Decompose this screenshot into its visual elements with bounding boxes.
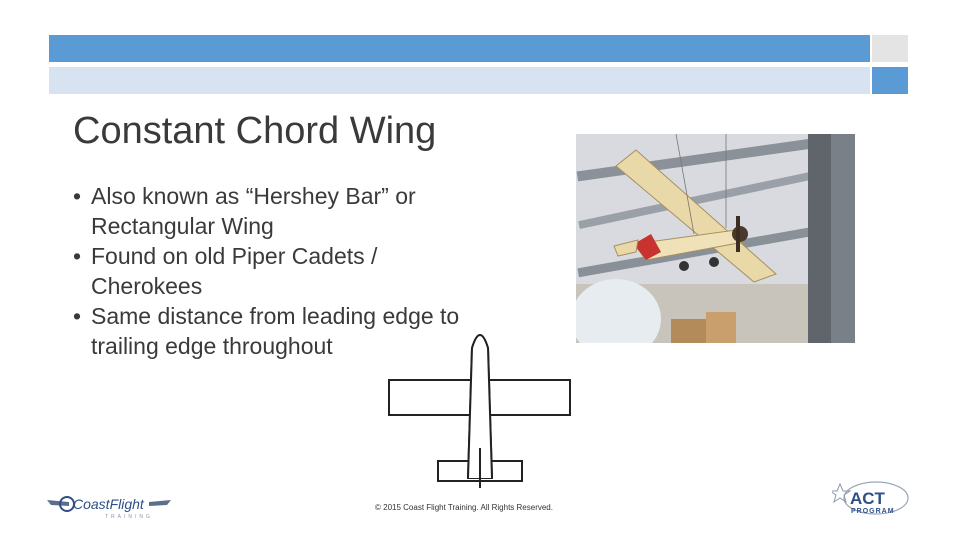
bullet-dot: •: [73, 243, 82, 269]
bullet-item: [73, 241, 473, 301]
bullet-text: Also known as “Hershey Bar” or Rectangular Wing: [91, 183, 416, 239]
header-block-top-right: [872, 35, 908, 62]
bullet-text: Found on old Piper Cadets / Cherokees: [91, 243, 378, 299]
act-program-logo: [832, 478, 912, 522]
model-airplane-photo: [576, 134, 855, 343]
bullet-dot: •: [73, 303, 82, 329]
act-logo-text: ACT: [850, 489, 885, 508]
constant-chord-wing-diagram: [380, 328, 580, 490]
header-bar-top: [49, 35, 870, 62]
bullet-text: Same distance from leading edge to trailing edge throughout: [91, 303, 460, 359]
coastflight-logo-subtext: TRAINING: [105, 514, 153, 520]
copyright-footer: © 2015 Coast Flight Training. All Rights Reserved.: [375, 503, 553, 512]
coastflight-logo: [47, 490, 171, 520]
header-bar-bottom: [49, 67, 870, 94]
bullet-dot: •: [73, 183, 82, 209]
bullet-item: [73, 181, 473, 241]
header-block-bottom-right: [872, 67, 908, 94]
slide-title: Constant Chord Wing: [73, 110, 437, 152]
act-logo-subtext: PROGRAM: [851, 508, 895, 515]
coastflight-logo-text: CoastFlight: [73, 496, 144, 512]
